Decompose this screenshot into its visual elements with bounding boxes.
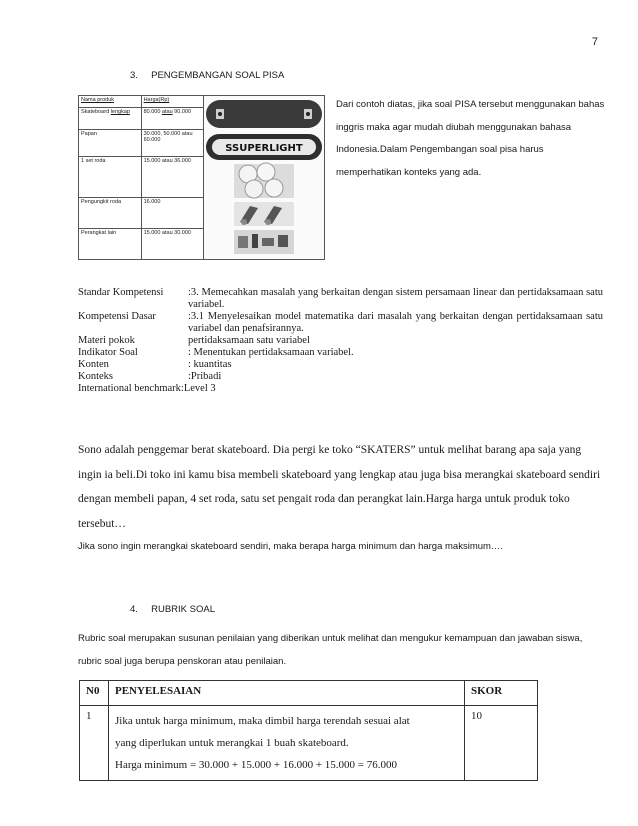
score-value: 10	[465, 706, 538, 781]
meta-row	[78, 371, 603, 383]
meta-row	[78, 347, 603, 359]
meta-block	[78, 287, 603, 395]
product-name-underlined: lengkap	[110, 109, 130, 115]
rubric-header-row	[80, 681, 538, 706]
product-name: Pengungkit roda	[81, 199, 122, 205]
board-picture	[206, 134, 322, 160]
solution-line: yang diperlukan untuk merangkai 1 buah skateboard.	[115, 737, 349, 749]
meta-value: :3.1 Menyelesaikan model matematika dari masalah yang berkaitan dengan pertidaksamaan satu variabel dan penafsirannya.	[188, 311, 603, 334]
solution-cell	[109, 706, 465, 781]
product-price: 80.000	[143, 109, 162, 115]
side-paragraph: Dari contoh diatas, jika soal PISA tersebut menggunakan bahas inggris maka agar mudah diubah menggunakan bahasa Indonesia.Dalam Pengembangan soal pisa harus memperhatikan konteks yang ada.	[336, 99, 605, 178]
meta-label: Konteks	[78, 371, 113, 382]
meta-row	[78, 287, 603, 311]
header-no: N0	[80, 681, 109, 706]
meta-row	[78, 335, 603, 347]
rubric-table	[79, 680, 538, 781]
header-skor: SKOR	[465, 681, 538, 706]
product-price-table	[78, 95, 325, 260]
meta-row	[78, 359, 603, 371]
trucks-picture	[234, 202, 294, 226]
product-price-underlined: atau	[161, 109, 173, 115]
row-number: 1	[80, 706, 109, 781]
meta-label: Materi pokok	[78, 335, 135, 346]
product-name: Perangkat lain	[81, 230, 117, 236]
meta-value: : Menentukan pertidaksamaan variabel.	[188, 347, 354, 358]
header-nama-produk: Nama produk	[81, 97, 115, 103]
meta-label: International benchmark:	[78, 383, 184, 394]
skateboard-deck-picture	[206, 100, 322, 128]
product-price: 30.000, 50.000 atau 60.000	[143, 131, 193, 143]
product-price: 15.000 atau 36.000	[143, 158, 191, 164]
meta-label: Konten	[78, 359, 109, 370]
wheels-picture	[234, 163, 294, 198]
rubric-intro-paragraph: Rubric soal merupakan susunan penilaian yang diberikan untuk melihat dan mengukur kemampuan dan jawaban siswa, rubric soal juga berupa penskoran atau penilaian.	[78, 633, 583, 667]
story-paragraph: Sono adalah penggemar berat skateboard. Dia pergi ke toko “SKATERS” untuk melihat barang apa saja yang ingin ia beli.Di toko ini kamu bisa membeli skateboard yang lengkap atau juga bisa merangkai skateboard sendiri dengan membeli papan, 4 set roda, satu set pengait roda dan perangkat lain.Harga harga untuk produk toko tersebut…	[78, 444, 601, 530]
meta-value: :Pribadi	[188, 371, 222, 382]
question-text: Jika sono ingin merangkai skateboard sendiri, maka berapa harga minimum dan harga maksimum….	[78, 541, 504, 552]
section-heading-rubrik: 4. RUBRIK SOAL	[130, 604, 215, 615]
table-row	[80, 706, 538, 781]
product-name: Papan	[81, 131, 97, 137]
meta-value: :3. Memecahkan masalah yang berkaitan dengan sistem persamaan linear dan pertidaksamaan satu variabel.	[188, 287, 603, 310]
section-heading-pengembangan: 3. PENGEMBANGAN SOAL PISA	[130, 70, 285, 81]
meta-value: Level 3	[183, 383, 216, 394]
product-pictures	[204, 96, 324, 256]
product-name: Skateboard	[81, 109, 111, 115]
product-name: 1 set roda	[81, 158, 106, 164]
meta-value: : kuantitas	[188, 359, 232, 370]
header-harga: Harga(Rp)	[143, 97, 170, 103]
product-price-rest: 90.000	[172, 109, 192, 115]
meta-label: Kompetensi Dasar	[78, 311, 156, 322]
solution-line: Harga minimum = 30.000 + 15.000 + 16.000 + 15.000 = 76.000	[115, 759, 397, 771]
hardware-picture	[234, 230, 294, 254]
meta-row	[78, 383, 603, 395]
header-penyelesaian: PENYELESAIAN	[109, 681, 465, 706]
product-price: 15.000 atau 30.000	[143, 230, 191, 236]
meta-label: Indikator Soal	[78, 347, 138, 358]
meta-value: pertidaksamaan satu variabel	[188, 335, 310, 346]
meta-label: Standar Kompetensi	[78, 287, 164, 298]
page-number: 7	[591, 36, 598, 48]
table-header-row	[79, 96, 325, 108]
solution-line: Jika untuk harga minimum, maka dimbil harga terendah sesuai alat	[115, 715, 410, 727]
meta-row	[78, 311, 603, 335]
product-price: 16.000	[143, 199, 161, 205]
board-logo-text: SSUPERLIGHT	[225, 143, 303, 154]
